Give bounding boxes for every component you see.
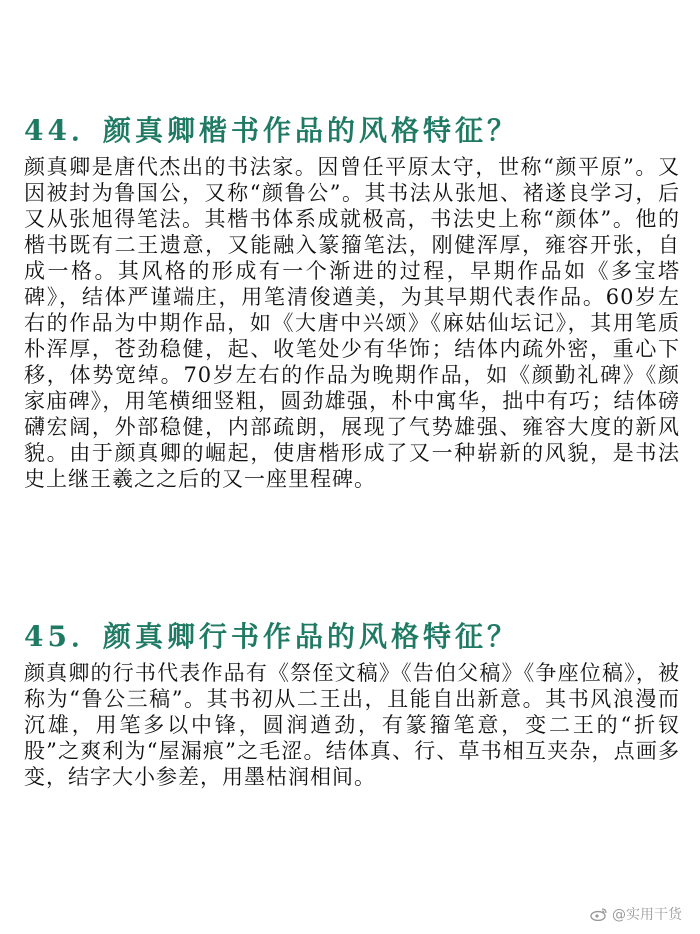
watermark-text: @实用干货 [612, 907, 682, 923]
section-44 [24, 112, 680, 492]
section-45-body: 颜真卿的行书代表作品有《祭侄文稿》《告伯父稿》《争座位稿》，被称为“鲁公三稿”。其书初从二王出，且能自出新意。其书风浪漫而沉雄，用笔多以中锋，圆润遒劲，有篆籀笔意，变二王的“折钗股”之爽利为“屋漏痕”之毛涩。结体真、行、草书相互夹杂，点画多变，结字大小参差，用墨枯润相间。 [24, 661, 680, 789]
section-44-body: 颜真卿是唐代杰出的书法家。因曾任平原太守，世称“颜平原”。又因被封为鲁国公，又称“颜鲁公”。其书法从张旭、褚遂良学习，后又从张旭得笔法。其楷书体系成就极高，书法史上称“颜体”。他的楷书既有二王遗意，又能融入篆籀笔法，刚健浑厚，雍容开张，自成一格。其风格的形成有一个渐进的过程，早期作品如《多宝塔碑》，结体严谨端庄，用笔清俊遒美，为其早期代表作品。60岁左右的作品为中期作品，如《大唐中兴颂》《麻姑仙坛记》，其用笔质朴浑厚，苍劲稳健，起、收笔处少有华饰；结体内疏外密，重心下移，体势宽绰。70岁左右的作品为晚期作品，如《颜勤礼碑》《颜家庙碑》，用笔横细竖粗，圆劲雄强，朴中寓华，拙中有巧；结体磅礴宏阔，外部稳健，内部疏朗，展现了气势雄强、雍容大度的新风貌。由于颜真卿的崛起，使唐楷形成了又一种崭新的风貌，是书法史上继王羲之之后的又一座里程碑。 [24, 155, 680, 491]
section-45-heading: 45．颜真卿行书作品的风格特征？ [24, 620, 519, 653]
weibo-icon [590, 907, 608, 921]
section-44-heading: 44．颜真卿楷书作品的风格特征？ [24, 114, 519, 147]
section-45 [24, 618, 680, 790]
watermark [590, 904, 682, 924]
